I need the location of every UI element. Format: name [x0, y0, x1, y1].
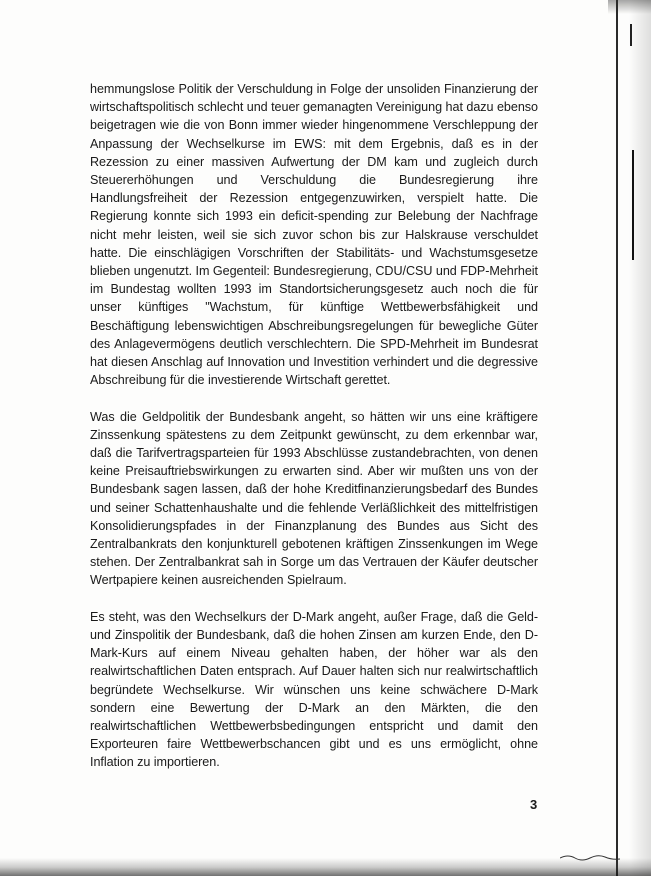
paragraph-3: Es steht, was den Wechselkurs der D-Mark angeht, außer Frage, daß die Geld- und Zinspolitik der Bundesbank, daß die hohen Zinsen am kurzen Ende, den D-Mark-Kurs auf einem Niveau gehalten haben, der höher war als den realwirtschaftlichen Daten entsprach. Auf Dauer halten sich nur realwirtschaftlich begründete Wechselkurse. Wir wünschen uns keine schwächere D-Mark sondern eine Bewertung der D-Mark an den Märkten, die den realwirtschaftlichen Wettbewerbsbedingungen entspricht und damit den Exporteuren faire Wettbewerbschancen gibt und es uns ermöglicht, ohne Inflation zu importieren. — [90, 609, 538, 770]
body-text — [90, 80, 538, 790]
scan-edge-line — [616, 0, 618, 876]
scan-shadow-bottom — [0, 858, 651, 876]
scan-mark — [632, 150, 634, 260]
paragraph-1: hemmungslose Politik der Verschuldung in Folge der unsoliden Finanzierung der wirtschaftspolitisch schlecht und teuer gemanagten Vereinigung hat dazu ebenso beigetragen wie die von Bonn immer wieder hingenommene Verschleppung der Anpassung der Wechselkurse im EWS: mit dem Ergebnis, daß es in der Rezession zu einer massiven Aufwertung der DM kam und zugleich durch Steuererhöhungen und Verschuldung die Bundesregierung ihre Handlungsfreiheit der Rezession entgegenzuwirken, verspielt hatte. Die Regierung konnte sich 1993 ein deficit-spending zur Belebung der Nachfrage nicht mehr leisten, weil sie sich zuvor schon bis zur Halskrause verschuldet hatte. Die einschlägigen Vorschriften der Stabilitäts- und Wachstumsgesetze blieben ungenutzt. Im Gegenteil: Bundesregierung, CDU/CSU und FDP-Mehrheit im Bundestag wollten 1993 im Standortsicherungsgesetz auch noch die für unser künftiges "Wachstum, für künftige Wettbewerbsfähigkeit und Beschäftigung lebenswichtigen Abschreibungsregelungen für bewegliche Güter des Anlagevermögens deutlich verschlechtern. Die SPD-Mehrheit im Bundesrat hat diesen Anschlag auf Innovation und Investition verhindert und die degressive Abschreibung für die investierende Wirtschaft gerettet. — [90, 82, 538, 388]
scan-artifact — [560, 852, 620, 862]
scan-shadow-right — [629, 0, 651, 876]
page-number: 3 — [530, 797, 538, 812]
paragraph-2: Was die Geldpolitik der Bundesbank angeht, so hätten wir uns eine kräftigere Zinssenkung spätestens zu dem Zeitpunkt gewünscht, zu dem erkennbar war, daß die Tarifvertragsparteien für 1993 Abschlüsse zustandebrachten, von denen keine Preisauftriebswirkungen zu erwarten sind. Aber wir mußten uns von der Bundesbank sagen lassen, daß der hohe Kreditfinanzierungsbedarf des Bundes und seiner Schattenhaushalte und die fehlende Verläßlichkeit des mittelfristigen Konsolidierungspfades in der Finanzplanung des Bundes aus Sicht des Zentralbankrats den konjunkturell gebotenen kräftigen Zinssenkungen im Wege stehen. Der Zentralbankrat sah in Sorge um das Vertrauen der Käufer deutscher Wertpapiere keinen ausreichenden Spielraum. — [90, 409, 538, 588]
scan-mark — [630, 24, 632, 46]
